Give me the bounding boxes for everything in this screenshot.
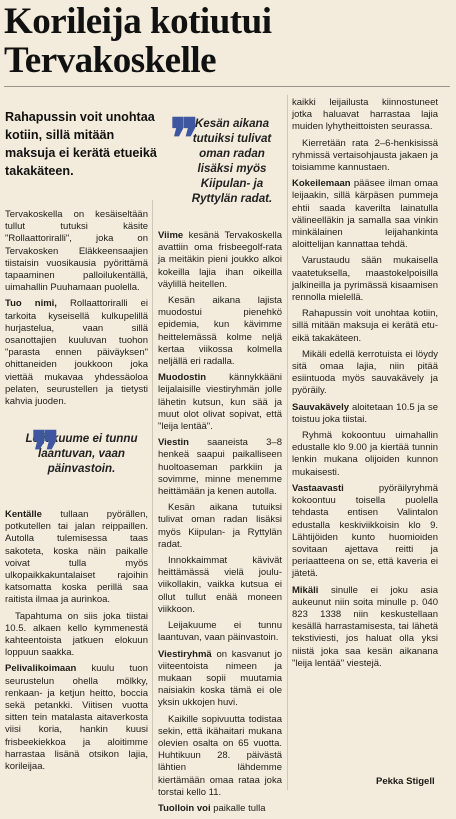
paragraph bbox=[5, 509, 148, 607]
paragraph-lead-in: Kentälle bbox=[5, 509, 42, 520]
paragraph-lead-in: Tuolloin voi bbox=[158, 802, 211, 814]
pull-quote bbox=[170, 109, 284, 206]
paragraph-lead-in: Vastaavasti bbox=[292, 482, 344, 494]
column-divider bbox=[152, 200, 153, 790]
paragraph bbox=[158, 649, 282, 710]
lead-paragraph: Rahapussin voit unohtaa kotiin, sillä mitään maksuja ei kerätä etueikä takakäteen. bbox=[5, 110, 157, 178]
article-column-2 bbox=[158, 230, 282, 819]
paragraph bbox=[158, 437, 282, 498]
paragraph bbox=[5, 663, 148, 773]
pull-quote bbox=[5, 422, 148, 482]
paragraph-lead-in: Viime bbox=[158, 230, 184, 241]
byline: Pekka Stigell bbox=[376, 776, 435, 787]
paragraph-lead-in: Kokeilemaan bbox=[292, 178, 351, 190]
paragraph-lead-in: Sauvakävely bbox=[292, 401, 350, 413]
pull-quote-text: Leijakuume ei tunnu laantuvan, vaan päinvastoin. bbox=[25, 432, 138, 475]
paragraph-text: tullaan pyörällen, potkutellen tai jalan reippaillen. Autolla tulemisessa taas sakoteta, koska näin paikalle voivat tulla myös ulkopaikkakuntalaiset rajoihin katsomatta koska perillä saa raitista ilmaa ja aurinkoa. bbox=[5, 509, 148, 606]
paragraph: Kesän aikana tutuiksi tulivat oman radan lisäksi myös Kiipulan- ja Ryttylän radat. bbox=[158, 502, 282, 550]
quote-mark-icon: ❞ bbox=[170, 109, 200, 169]
paragraph: Innokkaimmat kävivät heittämässä vielä jouluviikollakin, vaikka kutsua ei ollut tullut enää moneen viikkoon. bbox=[158, 555, 282, 615]
paragraph: Rahapussin voit unohtaa kotiin, sillä mitään maksuja ei kerätä etu- eikä takakäteen. bbox=[292, 308, 438, 344]
paragraph bbox=[292, 483, 438, 581]
article-column-1 bbox=[5, 209, 148, 412]
paragraph-text: sinulle ei joku asia aukeunut niin soita minulle p. 040 823 1338 niin keskustellaan kesällä harrastamisesta, tai lähetä tekstiviesti, jos haluat olla yksi niistä joka saa kesän aikanana "leija lentää" viestejä. bbox=[292, 584, 438, 669]
paragraph: Ryhmä kokoontuu uimahallin edustalle klo 9.00 ja kiertää tunnin lenkin mukana olijoiden kunnon mukaisesti. bbox=[292, 430, 438, 478]
paragraph-text: kesänä Tervakoskella avattiin oma frisbeegolf-rata ja meitäkin pieni joukko alkoi kokeilla lajia ihan oikeilla väylillä heitellen. bbox=[158, 230, 282, 290]
paragraph-text: pääsee ilman omaa leijaakin, sillä kärpäsen pummeja ehtii saada kaverilta lainatulla välineelläkin ja samalla saa vinkin minkälainen leijahankinta aloittelijan kannattaa tehdä. bbox=[292, 178, 438, 251]
paragraph-text: kännykkääni leijalaisille viestiryhmän jolle lähetin kutsun, kun sää ja muut olot olivat sopivat, että "leija lentää". bbox=[158, 372, 282, 433]
paragraph-lead-in: Mikäli bbox=[292, 584, 319, 596]
paragraph bbox=[292, 178, 438, 251]
paragraph-lead-in: Muodostin bbox=[158, 372, 207, 384]
paragraph-text: aloitetaan 10.5 ja se toistuu joka tiistai. bbox=[292, 401, 438, 425]
paragraph: Tervakoskella on kesäiseltään tullut tutuksi käsite "Rollaattoriralli", joka on Tervakosken Eläkkeensaajien tiistaisin vuosikausia pyörittämä tapaaminen palloilukentällä, uimahallin Puuhamaan puolella. bbox=[5, 209, 148, 294]
article-column-1-continued bbox=[5, 509, 148, 777]
paragraph: Leijakuume ei tunnu laantuvan, vaan päinvastoin. bbox=[158, 620, 282, 644]
paragraph-text: on kasvanut jo viiteentoista nimeen ja mukaan sopii muutamia naisiakin koska tämä ei ole yksin ukkojen huvi. bbox=[158, 648, 282, 709]
headline: Korileija kotiutui Tervakoskelle bbox=[4, 1, 272, 81]
paragraph-text: pyöräilyryhmä kokoontuu toisella puolella tehdasta entisen Valintalon edustalla keskiviikkoisin klo 9. Lähtijöiden kunto huomioiden sovitaan ajettava reitti ja periaatteena on se, että kaveria ei jätetä. bbox=[292, 482, 438, 580]
paragraph bbox=[5, 298, 148, 408]
paragraph bbox=[292, 402, 438, 426]
paragraph bbox=[158, 372, 282, 433]
paragraph bbox=[158, 230, 282, 291]
paragraph bbox=[158, 803, 282, 815]
paragraph-lead-in: Viestin bbox=[158, 437, 189, 449]
paragraph-text: saaneista 3–8 henkeä saapui paikalliseen huoltoaseman parkkiin ja sovimme, minne menemme heittämään ja kenen autolla. bbox=[158, 437, 282, 498]
paragraph-lead-in: Pelivalikoimaan bbox=[5, 663, 77, 675]
paragraph-text: Rollaattoriralli ei tarkoita kyseisellä kulkupelillä hurjastelua, vaan sillä osanottajien kuuluvan tuohon "parasta ennen päiväyksen" ohittaneiden joukkoon joka viettää mukavaa yhdessäoloa pelaten, seurustellen ja tietysti kahvia juoden. bbox=[5, 298, 148, 408]
paragraph-lead-in: Tuo nimi, bbox=[5, 298, 57, 310]
paragraph: kaikki leijailusta kiinnostuneet jotka haluavat harrastaa lajia muiden lyhytheittoisten seurassa. bbox=[292, 97, 438, 133]
paragraph: Kierretään rata 2–6-henkisissä ryhmissä vertaisohjausta jakaen ja toisiamme kannustaen. bbox=[292, 137, 438, 174]
paragraph bbox=[292, 585, 438, 670]
paragraph-text: kuulu tuon seurustelun ohella mölkky, renkaan- ja ketjun heitto, boccia sekä petankki. Viitisen vuotta sitten tein matalasta aitaverkosta viisi koria, hankin kuusi frisbeekiekkoa ja aloitimme harrastaa lisänä otsikon lajia, korileijaa. bbox=[5, 663, 148, 773]
paragraph-lead-in: Viestiryhmä bbox=[158, 648, 212, 660]
paragraph-text: paikalle tulla bbox=[210, 802, 266, 814]
paragraph: Kesän aikana lajista muodostui pienehkö epidemia, kun kävimme heittelemässä kolme neljä kertaa viikossa kolmella neljällä eri radalla. bbox=[158, 295, 282, 368]
paragraph: Varustaudu sään mukaisella vaatetuksella, maastokelpoisilla jalkineilla ja pyrimässä kisaamisen rennolla mielellä. bbox=[292, 255, 438, 304]
column-divider bbox=[287, 95, 288, 790]
paragraph: Tapahtuma on siis joka tiistai 10.5. alkaen kello kymmenestä kahteentoista jatkuen elokuun loppuun saakka. bbox=[5, 610, 148, 659]
headline-divider bbox=[4, 86, 450, 87]
paragraph: Mikäli edellä kerrotuista ei löydy sitä omaa lajia, niin pitää esiintuoda myös sauvakävely ja pyöräily. bbox=[292, 348, 438, 397]
article-column-3 bbox=[292, 97, 438, 674]
quote-mark-icon: ❞ bbox=[31, 422, 61, 482]
paragraph: Kaikille sopivuutta todistaa sekin, että ikähaitari mukana olevien osalta on 65 vuotta. Huhtikuun 28. päivästä lähtien lähdemme kiertämään omaa rataa joka torstai kello 11. bbox=[158, 713, 282, 798]
pull-quote-text: Kesän aikana tutuiksi tulivat oman radan lisäksi myös Kiipulan- ja Ryttylän radat. bbox=[191, 117, 273, 205]
